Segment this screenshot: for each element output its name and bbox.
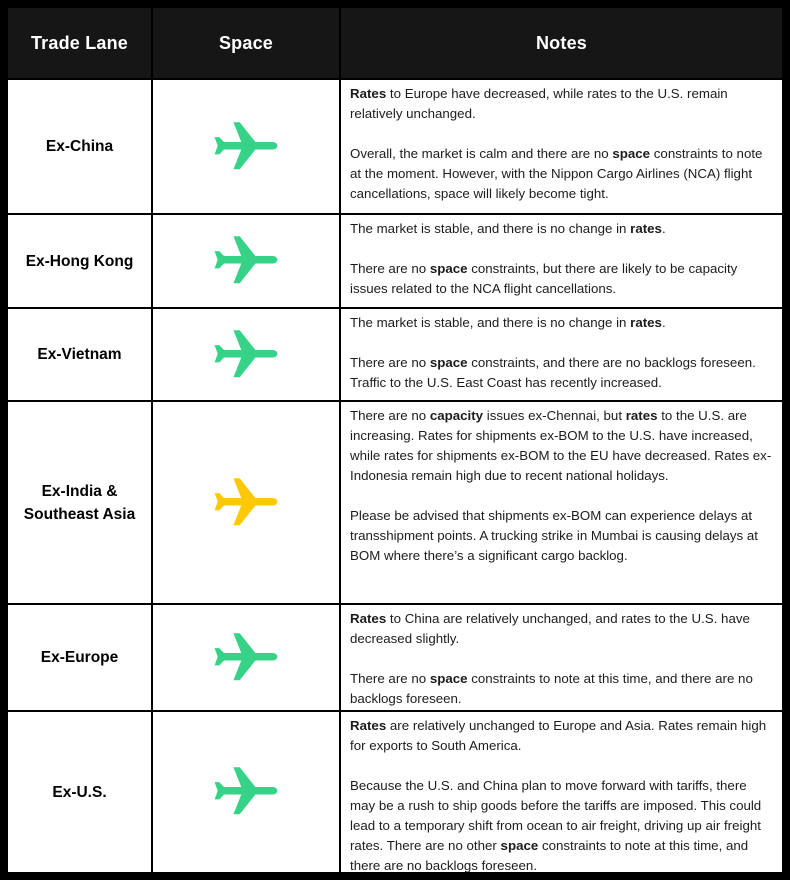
notes-paragraph: There are no space constraints, but there are likely to be capacity issues related to the NCA flight cancellations. xyxy=(350,261,738,296)
notes-paragraph: Rates to China are relatively unchanged, and rates to the U.S. have decreased slightly. xyxy=(350,611,750,646)
notes-paragraph: The market is stable, and there is no change in rates. xyxy=(350,315,666,330)
trade-lane-label: Ex-China xyxy=(45,138,114,155)
notes-cell xyxy=(341,712,782,872)
table-body xyxy=(8,80,782,872)
plane-icon xyxy=(213,632,279,684)
table-row xyxy=(8,309,782,400)
notes-paragraph: There are no space constraints to note at this time, and there are no backlogs foreseen. xyxy=(350,671,753,706)
trade-lane-label: Ex-Europe xyxy=(40,649,119,666)
table-header-row xyxy=(8,8,782,78)
plane-icon xyxy=(213,235,279,287)
notes-paragraph: Because the U.S. and China plan to move forward with tariffs, there may be a rush to ship goods before the tariffs are imposed. This could lead to a temporary shift from ocean to air freight, driving up air freight rates. There are no other space constraints to note at this time, and there are no backlogs foreseen. xyxy=(350,778,762,872)
space-cell xyxy=(153,712,339,872)
trade-lane-label: Ex-Vietnam xyxy=(37,346,122,363)
table-row xyxy=(8,402,782,603)
table-row xyxy=(8,605,782,710)
trade-lane-cell xyxy=(8,215,151,307)
trade-lane-label: Ex-India & Southeast Asia xyxy=(23,482,136,523)
trade-lane-cell xyxy=(8,80,151,213)
notes-cell xyxy=(341,402,782,603)
notes-paragraph: There are no capacity issues ex-Chennai, but rates to the U.S. are increasing. Rates for shipments ex-BOM to the U.S. have increased, while rates for shipments ex-BOM to the EU have decreased. Rates ex-Indonesia remain high due to recent national holidays. xyxy=(350,408,772,483)
notes-cell xyxy=(341,215,782,307)
notes-cell xyxy=(341,605,782,710)
table-row xyxy=(8,215,782,307)
notes-cell xyxy=(341,80,782,213)
space-cell xyxy=(153,215,339,307)
space-cell xyxy=(153,402,339,603)
table-row xyxy=(8,80,782,213)
plane-icon xyxy=(213,121,279,173)
trade-lane-label: Ex-U.S. xyxy=(52,783,107,801)
notes-paragraph: The market is stable, and there is no change in rates. xyxy=(350,221,666,236)
trade-lane-cell xyxy=(8,712,151,872)
plane-icon xyxy=(213,329,279,381)
column-header-notes: Notes xyxy=(341,8,782,78)
plane-icon xyxy=(213,477,279,529)
column-header-space: Space xyxy=(153,8,339,78)
notes-paragraph: Please be advised that shipments ex-BOM can experience delays at transshipment points. A trucking strike in Mumbai is causing delays at BOM where there’s a significant cargo backlog. xyxy=(350,508,758,563)
notes-paragraph: Rates to Europe have decreased, while rates to the U.S. remain relatively unchanged. xyxy=(350,86,728,121)
notes-paragraph: Rates are relatively unchanged to Europe and Asia. Rates remain high for exports to South America. xyxy=(350,718,767,753)
notes-paragraph: There are no space constraints, and there are no backlogs foreseen. Traffic to the U.S. East Coast has recently increased. xyxy=(350,355,756,390)
space-cell xyxy=(153,605,339,710)
column-header-trade-lane: Trade Lane xyxy=(8,8,151,78)
trade-lane-cell xyxy=(8,402,151,603)
trade-lane-label: Ex-Hong Kong xyxy=(25,252,134,270)
trade-lane-cell xyxy=(8,605,151,710)
space-cell xyxy=(153,309,339,400)
trade-lane-cell xyxy=(8,309,151,400)
notes-cell xyxy=(341,309,782,400)
space-cell xyxy=(153,80,339,213)
notes-paragraph: Overall, the market is calm and there are no space constraints to note at the moment. However, with the Nippon Cargo Airlines (NCA) flight cancellations, space will likely become tight. xyxy=(350,146,763,201)
plane-icon xyxy=(213,766,279,818)
table-row xyxy=(8,712,782,872)
